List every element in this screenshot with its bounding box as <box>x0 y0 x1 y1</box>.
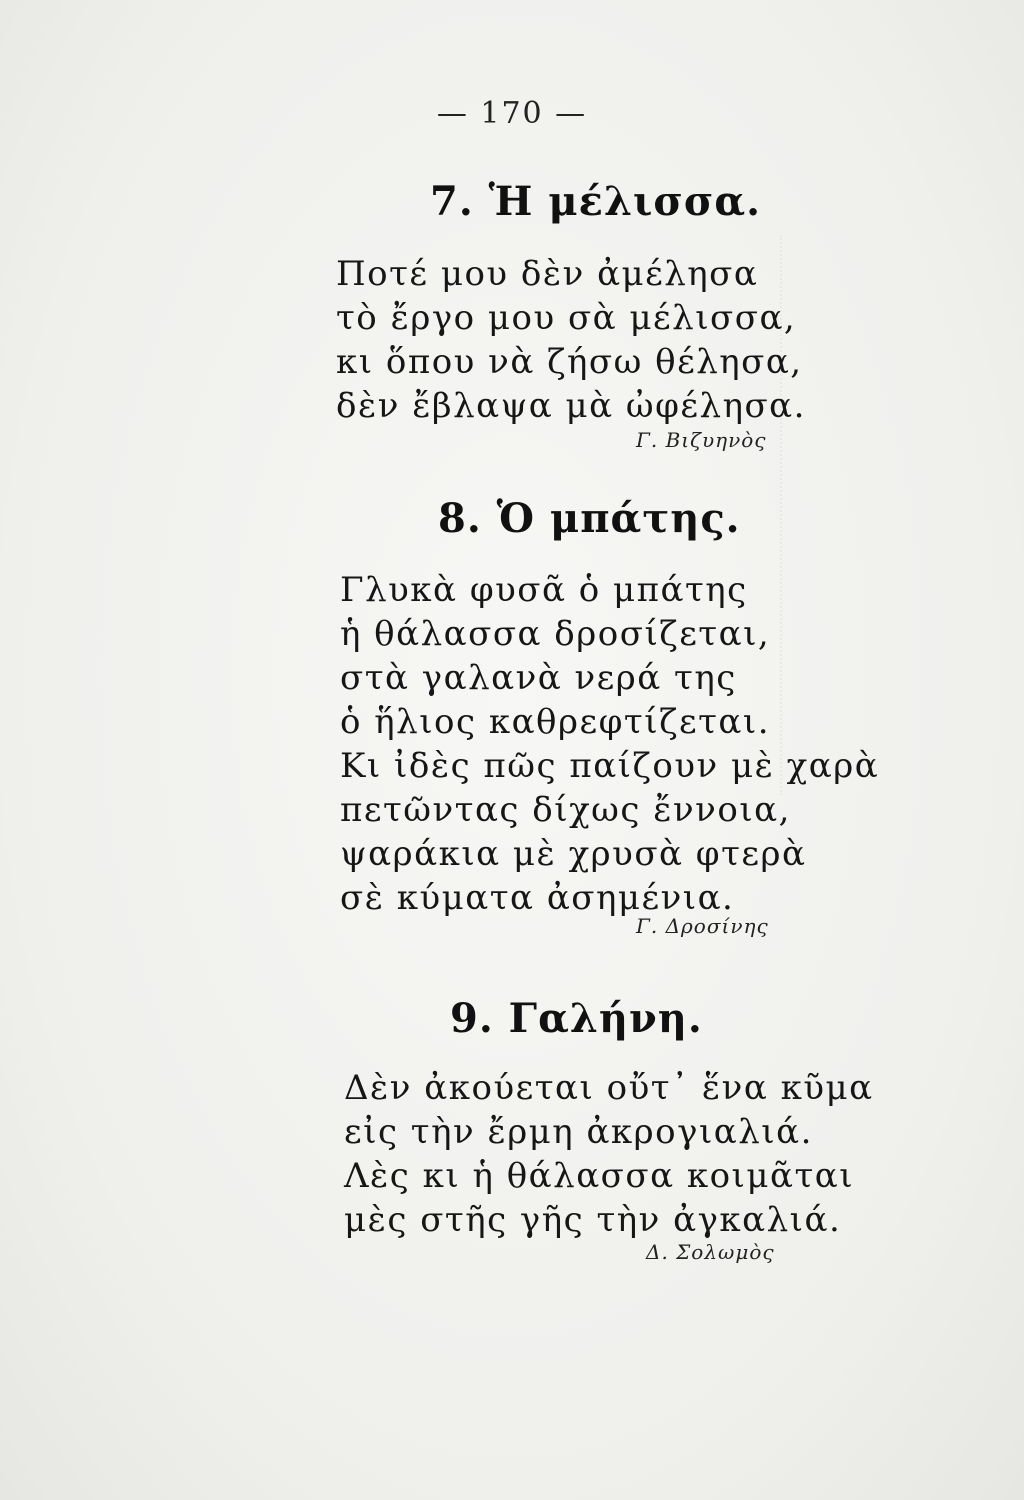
verse-line: σὲ κύματα ἀσημένια. <box>340 878 735 918</box>
page-number: — 170 — <box>436 96 588 131</box>
verse-line: Λὲς κι ἡ θάλασσα κοιμᾶται <box>344 1156 855 1196</box>
verse-line: ἡ θάλασσα δροσίζεται, <box>340 614 771 654</box>
verse-line: Κι ἰδὲς πῶς παίζουν μὲ χαρὰ <box>340 746 880 786</box>
verse-line: ὁ ἥλιος καθρεφτίζεται. <box>340 702 771 742</box>
poem-title-8: 8. Ὁ μπάτης. <box>438 495 741 542</box>
verse-line: Δὲν ἀκούεται οὔτ᾽ ἕνα κῦμα <box>344 1068 874 1108</box>
verse-line: εἰς τὴν ἔρμη ἀκρογιαλιά. <box>344 1112 813 1152</box>
verse-line: Γλυκὰ φυσᾶ ὁ μπάτης <box>340 570 748 610</box>
poem-author-7: Γ. Βιζυηνὸς <box>636 428 767 452</box>
poem-author-9: Δ. Σολωμὸς <box>646 1240 775 1264</box>
verse-line: στὰ γαλανὰ νερά της <box>340 658 737 698</box>
verse-line: δὲν ἔβλαψα μὰ ὠφέλησα. <box>336 386 806 426</box>
poem-body-8 <box>340 568 879 920</box>
poem-author-8: Γ. Δροσίνης <box>636 914 769 938</box>
verse-line: μὲς στῆς γῆς τὴν ἀγκαλιά. <box>344 1200 842 1240</box>
poem-title-9: 9. Γαλήνη. <box>450 995 703 1042</box>
verse-line: τὸ ἔργο μου σὰ μέλισσα, <box>336 298 797 338</box>
poem-body-9 <box>344 1066 874 1242</box>
poem-title-7: 7. Ἡ μέλισσα. <box>430 178 762 225</box>
poem-body-7 <box>336 252 806 428</box>
verse-line: ψαράκια μὲ χρυσὰ φτερὰ <box>340 834 807 874</box>
verse-line: πετῶντας δίχως ἔννοια, <box>340 790 791 830</box>
verse-line: Ποτέ μου δὲν ἀμέλησα <box>336 254 759 294</box>
verse-line: κι ὅπου νὰ ζήσω θέλησα, <box>336 342 803 382</box>
